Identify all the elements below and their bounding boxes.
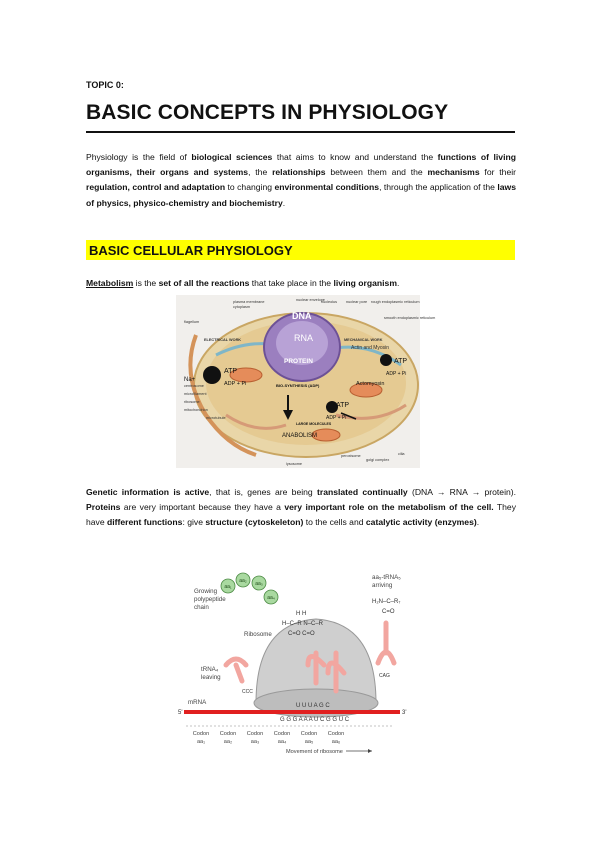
aa5-arriving-label: aa₅-tRNA₅ [372,574,401,581]
fig1-label: cytoplasm [233,305,251,309]
metabolism-paragraph [86,276,516,291]
text-run: Physiology is the field of [86,152,192,162]
fig1-label: ADP + Pi [224,381,247,387]
fig1-label: microfilament [184,392,207,396]
fig1-label: ATP [224,368,238,375]
trna-leaving-label: leaving [201,674,221,681]
genetic-paragraph [86,485,516,531]
page-title: BASIC CONCEPTS IN PHYSIOLOGY [86,101,449,124]
codon-aa: aa₃ [250,739,260,745]
chain-label: chain [194,604,209,611]
codon-aa: aa₄ [277,739,287,745]
bold-run: mechanisms [427,167,480,178]
anticodon-right: CAG [379,673,390,679]
metabolism-bold: set of all the reactions [158,278,250,288]
text-run: (DNA → RNA → protein). [407,487,517,497]
fig1-label: Actomyosin [356,381,385,387]
codon-aa: aa₆ [331,739,341,745]
fig1-label: plasma membrane [233,300,265,304]
text-run: , that is, genes are being [209,487,317,497]
fig1-label: centrosome [184,384,204,388]
codon-aa: aa₅ [304,739,314,745]
intro-paragraph [86,150,516,211]
bold-run: very important role on the metabolism of the cell. [284,502,494,513]
fig1-label: ADP + Pi [386,371,407,377]
bold-run: laws of physics, physico-chemistry and biochemistry [86,182,516,208]
chem-text: C=O C=O [288,631,315,637]
fig1-label: BIO-SYNTHESIS (ADP) [276,383,320,388]
aa-bead-label: aa₂ [239,578,247,584]
fig1-label: nuclear pore [346,300,368,304]
text-run: , the [248,167,273,178]
chem-text: C=O [382,609,395,615]
topic-label: TOPIC 0: [86,80,124,90]
codon-word: Codon [273,731,291,737]
fig1-label: golgi complex [366,458,390,462]
metabolism-bold: living organism [333,278,397,288]
text-run: between them and the [325,167,428,178]
text-run: . [282,197,286,208]
metabolism-text: . [396,278,400,288]
growing-label: Growing [194,588,218,595]
fig1-label: ATP [394,358,408,365]
text-run: They have [86,502,517,528]
bold-run: biological sciences [191,152,273,162]
fig1-label: ATP [336,402,350,409]
codon-aa: aa₁ [196,739,206,745]
bold-run: different functions [107,517,183,528]
bold-run: relationships [272,167,326,178]
fig1-label: ribosome [184,400,200,404]
three-prime-label: 3' [402,710,407,716]
fig1-label: RNA [294,333,314,343]
fig1-label: mitochondrion [184,408,208,412]
fig1-label: flagellum [184,320,200,324]
section-title: BASIC CELLULAR PHYSIOLOGY [89,243,293,258]
metabolism-term: Metabolism [86,278,134,288]
fig1-label: LARGE MOLECULES [296,422,332,426]
aa5-arriving-label: arriving [372,582,393,589]
aa-bead-label: aa₄ [267,595,275,601]
aa-bead-label: aa₃ [255,581,263,587]
fig1-label: Actin and Myosin [351,345,390,351]
bold-run: catalytic activity (enzymes) [365,517,477,528]
codon-word: Codon [300,731,318,737]
fig1-label: smooth endoplasmic reticulum [384,316,436,320]
fig1-label: rough endoplasmic reticulum [371,300,420,304]
fig1-label: lysosome [286,462,303,466]
text-run: : give [182,517,206,528]
bold-run: Proteins [86,502,121,513]
fig1-label: cilia [398,452,405,456]
bold-run: translated continually [317,487,408,497]
fig1-label: DNA [292,311,312,321]
fig1-label: ELECTRICAL WORK [204,338,242,342]
codon-word: Codon [246,731,264,737]
fig1-label: nuclear envelope [296,298,325,302]
translation-figure [176,553,416,775]
fig1-label: MECHANICAL WORK [344,338,383,342]
polypeptide-label: polypeptide [194,596,226,603]
text-run: to the cells and [303,517,366,528]
bold-run: functions of living organisms, their organs and systems [86,152,516,178]
fig1-label: peroxisome [341,454,361,458]
movement-label: Movement of ribosome [286,749,343,755]
bold-run: Genetic information is active [86,487,210,497]
codon-word: Codon [327,731,345,737]
codon-word: Codon [192,731,210,737]
text-run: for their [479,167,516,178]
text-run: that aims to know and understand the [272,152,438,162]
anticodon-left: CCC [242,689,253,695]
fig1-label: microtubule [206,416,226,420]
ribosome-label: Ribosome [244,631,272,638]
aa-bead-label: aa₁ [224,584,232,590]
cell-metabolism-figure [176,295,436,468]
fig1-label: nucleolus [321,300,338,304]
fig1-label: ANABOLISM [282,433,318,439]
codon-bottom-seq: G G G A A A U C G G U C [280,717,350,723]
trna-leaving-label: tRNA₄ [201,666,219,673]
metabolism-text: is the [133,278,159,288]
bold-run: structure (cytoskeleton) [205,517,304,528]
title-rule [86,131,515,133]
mrna-label: mRNA [188,699,207,706]
chem-text: H H [296,611,307,617]
metabolism-text: that take place in the [249,278,334,288]
text-run: . [476,517,480,528]
bold-run: environmental conditions [274,182,380,193]
text-run: to changing [225,182,275,193]
fig1-label: ADP + Pi [326,415,347,421]
codon-aa: aa₂ [223,739,233,745]
codon-word: Codon [219,731,237,737]
bold-run: regulation, control and adaptation [86,182,226,193]
chem-text: H₂N–C–R₇ [372,599,401,605]
five-prime-label: 5' [178,710,183,716]
text-run: are very important because they have a [120,502,285,513]
fig1-label: Na+ [184,377,196,383]
fig1-label: PROTEIN [284,358,313,365]
chem-text: H–C–R N–C–R [282,621,324,627]
text-run: , through the application of the [379,182,498,193]
codon-top-seq: U U U A G C [296,703,330,709]
section-heading [86,240,515,260]
